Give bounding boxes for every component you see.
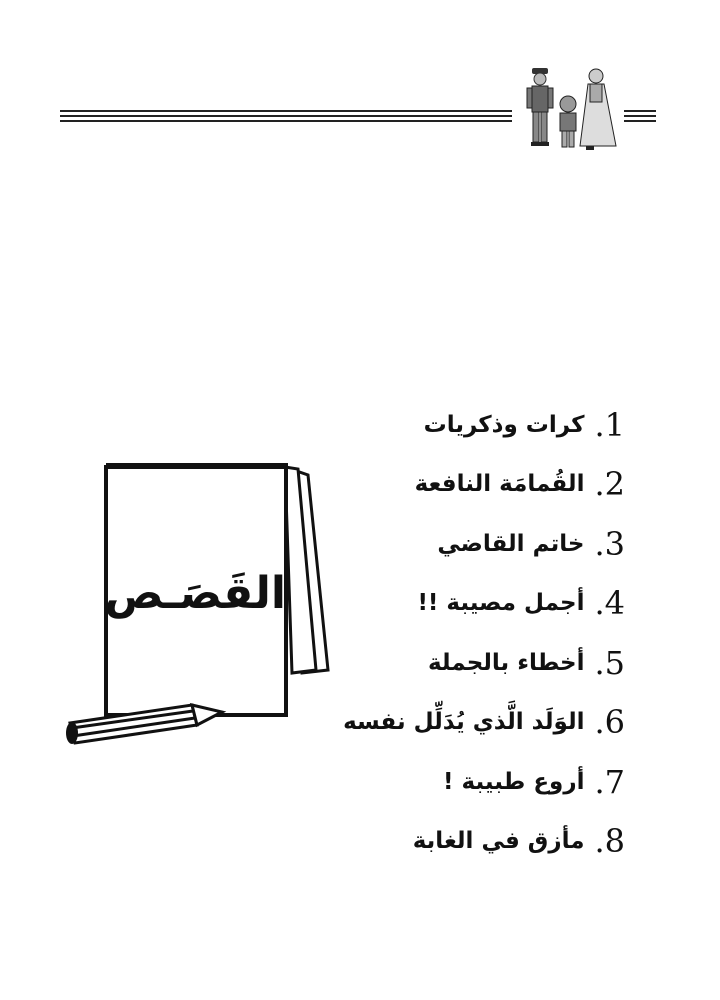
toc-item [205,812,625,872]
toc-item-number: 6. [594,703,625,742]
toc-item [205,633,625,693]
toc-item-title: القُمامَة النافعة [414,471,585,498]
pencil-icon [66,705,222,744]
toc-item-title: أروع طبيبة ! [443,768,585,795]
toc-item [205,574,625,634]
table-of-contents [205,395,625,871]
woman-figure [580,69,616,150]
toc-item-title: أخطاء بالجملة [427,649,585,676]
toc-item-number: 1. [594,405,625,444]
notebook-title: القَصَـص [104,568,286,619]
toc-item [205,514,625,574]
toc-item-title: أجمل مصيبة !! [417,590,585,617]
toc-item-number: 3. [594,524,625,563]
toc-item-number: 7. [594,762,625,801]
toc-item-title: الوَلَد الَّذي يُدَلِّل نفسه [343,709,585,736]
toc-item-title: مأزق في الغابة [412,828,585,855]
policeman-figure [527,68,553,146]
header-figures-illustration [518,62,622,154]
header-rule-left [60,110,512,124]
toc-item [205,455,625,515]
toc-item-number: 2. [594,465,625,504]
toc-item [205,752,625,812]
header-rule-right [624,110,656,124]
toc-item-title: كرات وذكريات [423,411,585,438]
toc-item [205,693,625,753]
toc-item-number: 8. [594,822,625,861]
child-figure [560,96,576,147]
toc-item [205,395,625,455]
toc-item-number: 5. [594,643,625,682]
toc-item-title: خاتم القاضي [437,530,585,557]
toc-item-number: 4. [594,584,625,623]
